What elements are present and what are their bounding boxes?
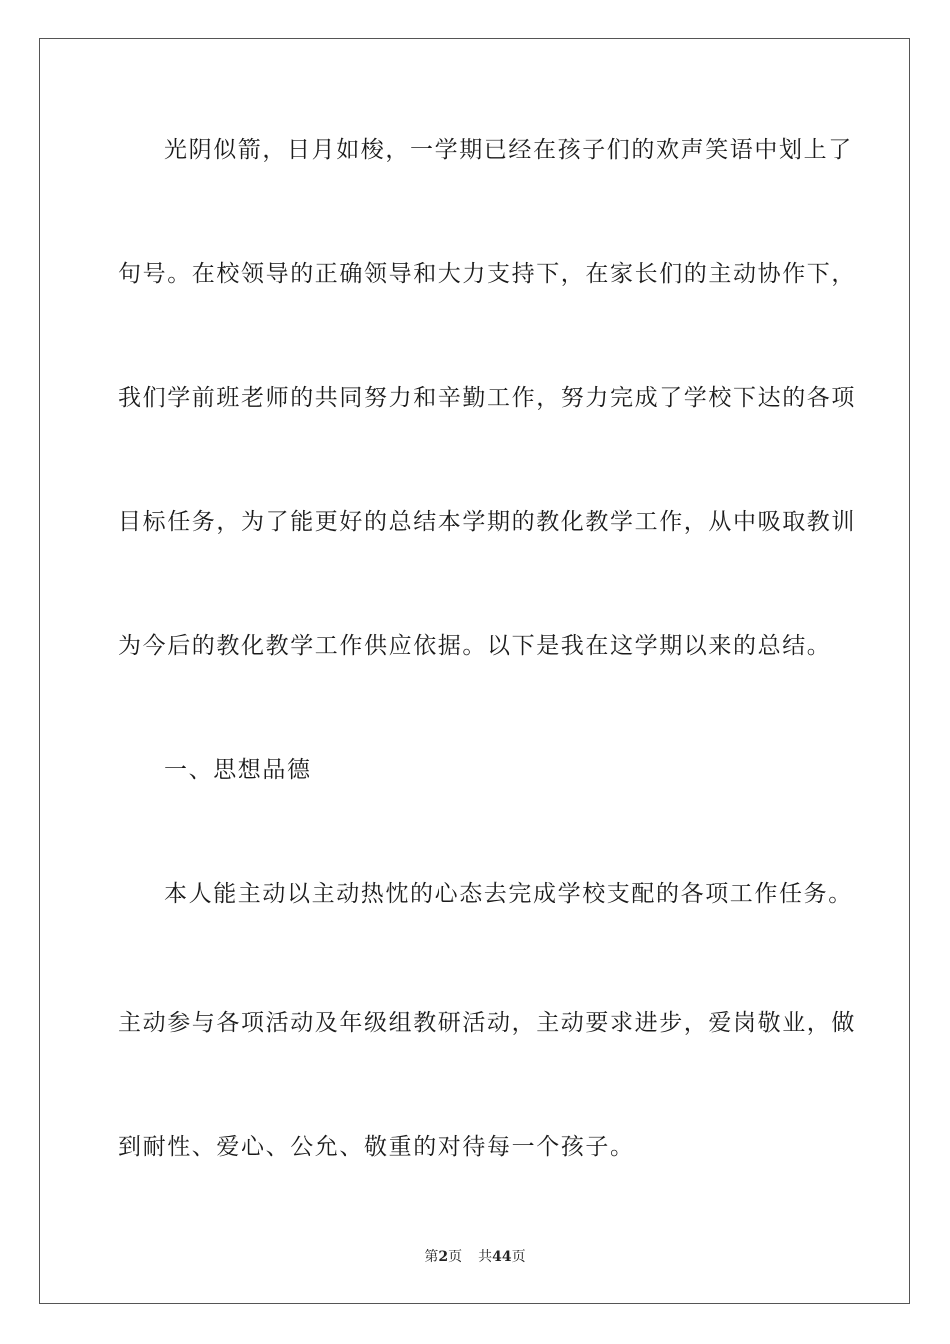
footer-total-pages: 44 [492,1249,512,1265]
footer-page-prefix: 第 [424,1249,439,1265]
paragraph-1-line-1: 光阴似箭，日月如梭，一学期已经在孩子们的欢声笑语中划上了 [164,137,853,163]
page-footer [0,1247,950,1267]
paragraph-1-line-5: 为今后的教化教学工作供应依据。以下是我在这学期以来的总结。 [118,633,832,659]
footer-total-suffix: 页 [511,1249,526,1265]
footer-total-prefix: 共 [478,1249,493,1265]
footer-page-number: 2 [438,1249,449,1265]
paragraph-2-line-2: 主动参与各项活动及年级组教研活动，主动要求进步，爱岗敬业，做 [118,1010,856,1036]
paragraph-1-line-2: 句号。在校领导的正确领导和大力支持下，在家长们的主动协作下， [118,261,856,287]
page-frame [39,38,910,1304]
footer-page-suffix: 页 [448,1249,463,1265]
paragraph-1-line-3: 我们学前班老师的共同努力和辛勤工作，努力完成了学校下达的各项 [118,385,856,411]
paragraph-2-line-1: 本人能主动以主动热忱的心态去完成学校支配的各项工作任务。 [164,881,853,907]
paragraph-1-line-4: 目标任务，为了能更好的总结本学期的教化教学工作，从中吸取教训 [118,509,856,535]
section-heading: 一、思想品德 [164,757,312,783]
paragraph-2-line-3: 到耐性、爱心、公允、敬重的对待每一个孩子。 [118,1134,635,1160]
